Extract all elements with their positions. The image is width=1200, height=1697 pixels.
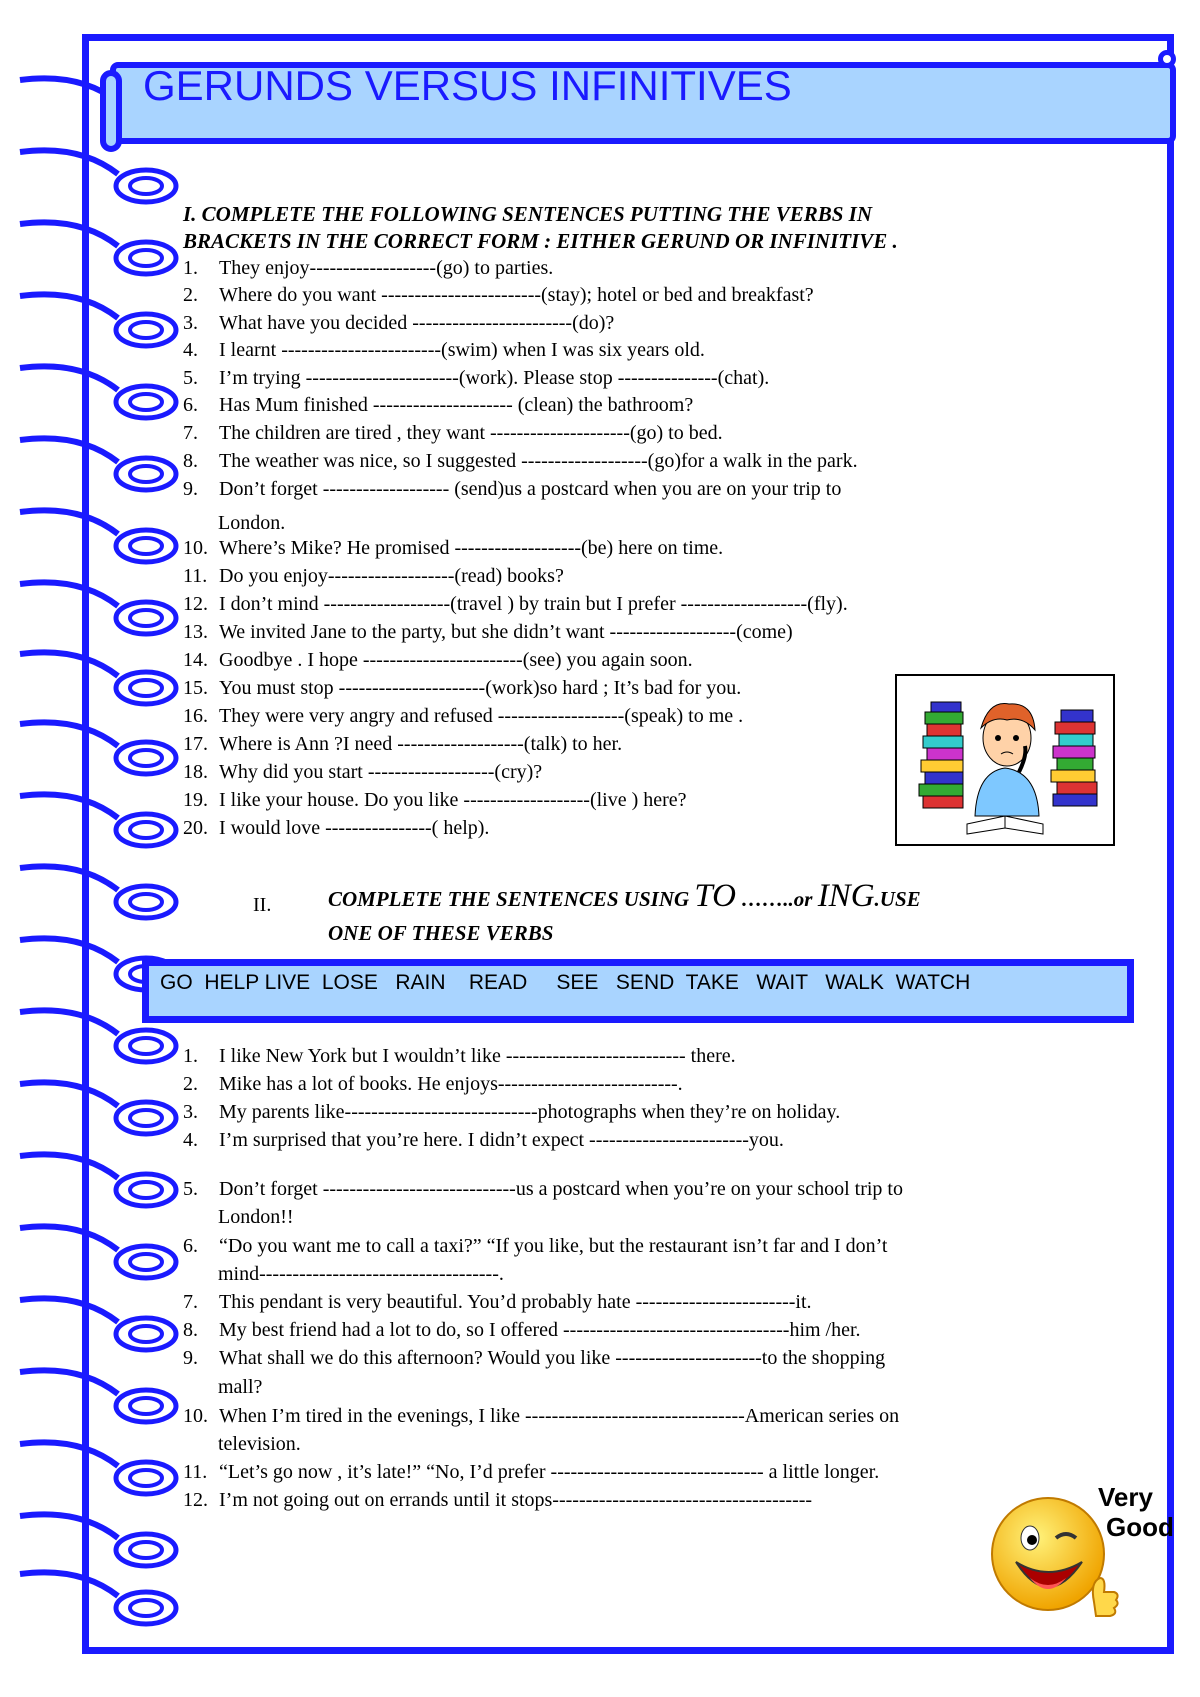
section1-item	[183, 817, 489, 840]
section1-item-number: 7.	[183, 422, 198, 444]
section1-item	[183, 649, 693, 672]
section2-item	[183, 1101, 840, 1124]
section1-item	[183, 284, 814, 307]
section2-item-number: 8.	[183, 1319, 198, 1341]
section1-item-number: 13.	[183, 621, 208, 643]
section1-item-number: 5.	[183, 367, 198, 389]
section1-item-text: I don’t mind -------------------(travel ) by train but I prefer -------------------(fly).	[219, 593, 848, 615]
section2-item-number: 2.	[183, 1073, 198, 1095]
use-word: .USE	[874, 887, 921, 911]
section1-item	[183, 593, 848, 616]
sticker-very: Very	[1098, 1482, 1153, 1512]
section2-item	[183, 1461, 879, 1484]
section1-item-text: I’m trying -----------------------(work). Please stop ---------------(chat).	[219, 367, 770, 389]
or-word: or	[793, 887, 813, 911]
section1-item	[183, 565, 564, 588]
section1-item-text: I would love ----------------( help).	[219, 817, 490, 839]
student-books-illustration	[895, 674, 1115, 846]
section2-item-text: I’m not going out on errands until it stops---------------------------------------	[219, 1489, 813, 1511]
section2-item-number: 11.	[183, 1461, 208, 1483]
section1-item	[183, 422, 723, 445]
section2-item-text: My parents like-----------------------------photographs when they’re on holiday.	[219, 1101, 841, 1123]
section1-item-number: 20.	[183, 817, 208, 839]
section2-item-text: This pendant is very beautiful. You’d probably hate ------------------------it.	[219, 1291, 812, 1313]
section1-heading-line1: I. COMPLETE THE FOLLOWING SENTENCES PUTTING THE VERBS IN	[183, 202, 873, 226]
section1-item-number: 6.	[183, 394, 198, 416]
section1-item	[183, 733, 622, 756]
section1-item-text: Don’t forget ------------------- (send)us a postcard when you are on your trip to	[219, 478, 842, 500]
section1-item	[183, 339, 705, 362]
section1-item-number: 8.	[183, 450, 198, 472]
section1-item-number: 10.	[183, 537, 208, 559]
section1-item9-continuation: London.	[218, 512, 286, 534]
section1-item-number: 9.	[183, 478, 198, 500]
very-good-smiley-icon	[990, 1482, 1174, 1632]
sticker-good: Good	[1106, 1512, 1174, 1542]
section1-item	[183, 621, 793, 644]
verb-list: GO HELP LIVE LOSE RAIN READ SEE SEND TAKE WAIT WALK WATCH	[160, 971, 971, 994]
section2-item-number: 7.	[183, 1291, 198, 1313]
section1-item	[183, 537, 723, 560]
section1-item-number: 17.	[183, 733, 208, 755]
section1-item-text: What have you decided ------------------------(do)?	[219, 312, 615, 334]
section1-item	[183, 394, 693, 417]
section1-item-text: Why did you start -------------------(cry)?	[219, 761, 543, 783]
section2-item-text: “Do you want me to call a taxi?” “If you like, but the restaurant isn’t far and I don’t	[219, 1235, 888, 1257]
section2-item9-continuation: mall?	[218, 1376, 263, 1398]
section1-item-text: We invited Jane to the party, but she didn’t want -------------------(come)	[219, 621, 793, 643]
section1-item	[183, 761, 542, 784]
section2-item	[183, 1319, 861, 1342]
section2-item-number: 5.	[183, 1178, 198, 1200]
section2-item-text: Don’t forget -----------------------------us a postcard when you’re on your school trip to	[219, 1178, 903, 1200]
section1-item-number: 2.	[183, 284, 198, 306]
section2-item	[183, 1405, 899, 1428]
section2-item-text: What shall we do this afternoon? Would you like ----------------------to the shopping	[219, 1347, 886, 1369]
section2-item6-continuation: mind------------------------------------.	[218, 1263, 504, 1285]
section1-item-number: 1.	[183, 257, 198, 279]
scroll-curl-right	[1158, 50, 1176, 68]
section2-item	[183, 1489, 812, 1512]
section2-item	[183, 1235, 888, 1258]
section1-item-text: They enjoy-------------------(go) to parties.	[219, 257, 554, 279]
section1-item-text: The children are tired , they want ---------------------(go) to bed.	[219, 422, 723, 444]
section2-item-text: When I’m tired in the evenings, I like ---------------------------------American series on	[219, 1405, 900, 1427]
section2-item-text: I’m surprised that you’re here. I didn’t expect ------------------------you.	[219, 1129, 784, 1151]
section1-item-number: 3.	[183, 312, 198, 334]
section2-item	[183, 1129, 784, 1152]
section1-item-text: Do you enjoy-------------------(read) books?	[219, 565, 564, 587]
section2-item10-continuation: television.	[218, 1433, 301, 1455]
section2-item-number: 1.	[183, 1045, 198, 1067]
section1-item-text: Has Mum finished --------------------- (clean) the bathroom?	[219, 394, 694, 416]
to-word: TO	[694, 878, 736, 914]
section1-item-text: Goodbye . I hope ------------------------(see) you again soon.	[219, 649, 693, 671]
section1-item-number: 15.	[183, 677, 208, 699]
section1-item-number: 19.	[183, 789, 208, 811]
section2-heading-line1	[328, 878, 921, 915]
section1-item-text: I like your house. Do you like -------------------(live ) here?	[219, 789, 687, 811]
section2-item5-continuation: London!!	[218, 1206, 294, 1228]
student-books-icon	[897, 676, 1113, 844]
section1-item	[183, 705, 743, 728]
page-title: GERUNDS VERSUS INFINITIVES	[143, 62, 792, 109]
section2-item	[183, 1073, 683, 1096]
section2-item	[183, 1347, 885, 1370]
section2-item-text: “Let’s go now , it’s late!” “No, I’d prefer -------------------------------- a little longer.	[219, 1461, 880, 1483]
section1-item-text: Where do you want ------------------------(stay); hotel or bed and breakfast?	[219, 284, 814, 306]
section2-heading-part1: COMPLETE THE SENTENCES USING	[328, 887, 695, 911]
section1-item-number: 12.	[183, 593, 208, 615]
scroll-curl-left	[100, 70, 122, 152]
ing-word: ING	[817, 878, 875, 914]
section1-item	[183, 677, 741, 700]
section1-item	[183, 367, 769, 390]
section1-item-text: Where is Ann ?I need -------------------(talk) to her.	[219, 733, 623, 755]
section1-item	[183, 789, 687, 812]
section1-item-number: 11.	[183, 565, 208, 587]
section1-heading-line2: BRACKETS IN THE CORRECT FORM : EITHER GERUND OR INFINITIVE .	[183, 229, 898, 253]
section2-item-text: I like New York but I wouldn’t like --------------------------- there.	[219, 1045, 736, 1067]
section1-item-number: 14.	[183, 649, 208, 671]
section2-item-text: My best friend had a lot to do, so I offered ----------------------------------him /her.	[219, 1319, 861, 1341]
section2-heading-line2: ONE OF THESE VERBS	[328, 921, 554, 945]
section1-item-text: The weather was nice, so I suggested -------------------(go)for a walk in the park.	[219, 450, 858, 472]
section1-item-number: 18.	[183, 761, 208, 783]
section2-item	[183, 1178, 903, 1201]
section1-item-number: 16.	[183, 705, 208, 727]
section2-item-number: 12.	[183, 1489, 208, 1511]
section1-item-text: I learnt ------------------------(swim) when I was six years old.	[219, 339, 705, 361]
section1-item	[183, 478, 841, 501]
section2-item-number: 4.	[183, 1129, 198, 1151]
section2-item-number: 9.	[183, 1347, 198, 1369]
section1-item-text: You must stop ----------------------(work)so hard ; It’s bad for you.	[219, 677, 742, 699]
section1-item-text: Where’s Mike? He promised -------------------(be) here on time.	[219, 537, 724, 559]
section2-item	[183, 1291, 812, 1314]
section1-item	[183, 257, 553, 280]
section2-item	[183, 1045, 736, 1068]
section1-item-number: 4.	[183, 339, 198, 361]
section2-item-number: 3.	[183, 1101, 198, 1123]
section1-item-text: They were very angry and refused -------------------(speak) to me .	[219, 705, 744, 727]
section1-item	[183, 450, 858, 473]
section2-item-number: 6.	[183, 1235, 198, 1257]
section2-item-text: Mike has a lot of books. He enjoys---------------------------.	[219, 1073, 683, 1095]
section2-item-number: 10.	[183, 1405, 208, 1427]
section2-numeral: II.	[253, 894, 272, 916]
section1-item	[183, 312, 614, 335]
dots: ……..	[736, 887, 794, 911]
